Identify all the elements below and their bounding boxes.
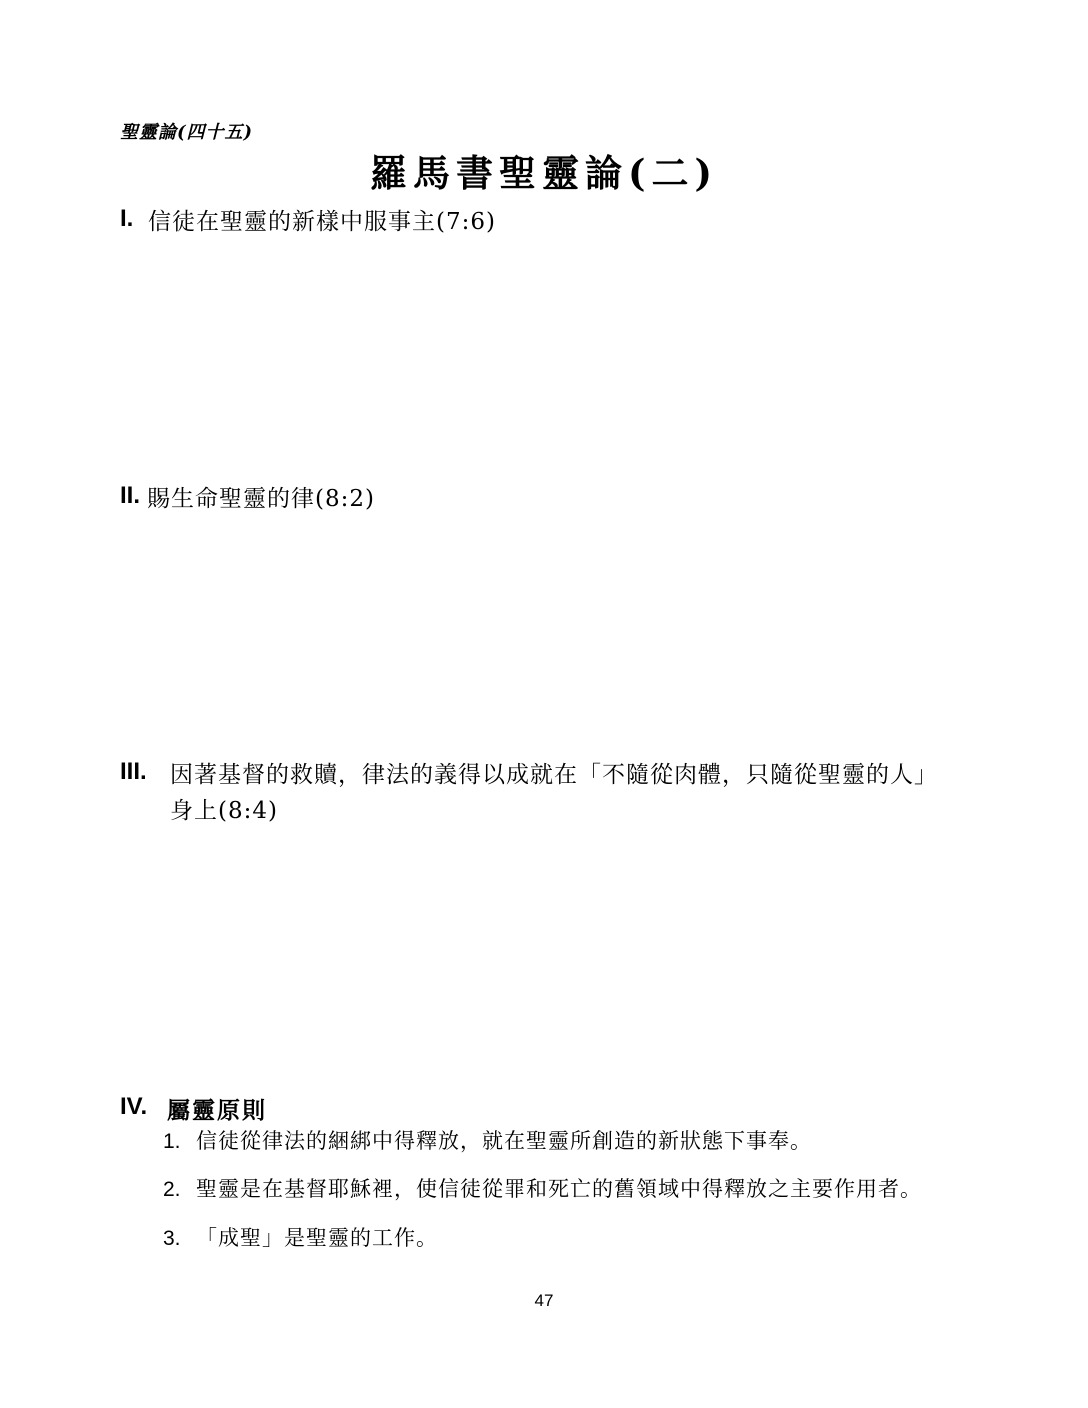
list-item-3-text: 「成聖」是聖靈的工作。	[196, 1225, 438, 1250]
section-3-numeral: III.	[120, 758, 147, 785]
list-item-1-number: 1.	[163, 1130, 181, 1153]
section-4-heading: 屬靈原則	[167, 1097, 267, 1124]
section-1-heading: 信徒在聖靈的新樣中服事主(7:6)	[148, 209, 496, 235]
list-item-1-text: 信徒從律法的綑綁中得釋放，就在聖靈所創造的新狀態下事奉。	[196, 1129, 812, 1153]
section-3-heading	[170, 758, 938, 829]
section-3-heading-line-2: 身上(8:4)	[170, 797, 278, 824]
document-header-label: 聖靈論(四十五)	[120, 122, 254, 143]
principles-list	[163, 1128, 1023, 1273]
section-2-heading: 賜生命聖靈的律(8:2)	[147, 486, 375, 512]
section-1	[120, 205, 496, 241]
section-2-numeral: II.	[120, 482, 141, 509]
section-3	[120, 758, 938, 829]
list-item-2-text: 聖靈是在基督耶穌裡，使信徒從罪和死亡的舊領域中得釋放之主要作用者。	[196, 1177, 922, 1202]
page-title: 羅馬書聖靈論(二)	[369, 151, 718, 195]
section-3-heading-line-1: 因著基督的救贖，律法的義得以成就在「不隨從肉體，只隨從聖靈的人」	[170, 762, 938, 788]
section-4-numeral: IV.	[120, 1093, 148, 1120]
list-item-3-number: 3.	[163, 1226, 181, 1250]
list-item	[163, 1128, 1023, 1155]
list-item	[163, 1225, 1023, 1252]
list-item	[163, 1176, 1023, 1203]
section-2	[120, 482, 375, 518]
page-number: 47	[534, 1291, 554, 1310]
list-item-2-number: 2.	[163, 1178, 181, 1202]
section-4	[120, 1093, 267, 1129]
section-1-numeral: I.	[120, 205, 134, 232]
